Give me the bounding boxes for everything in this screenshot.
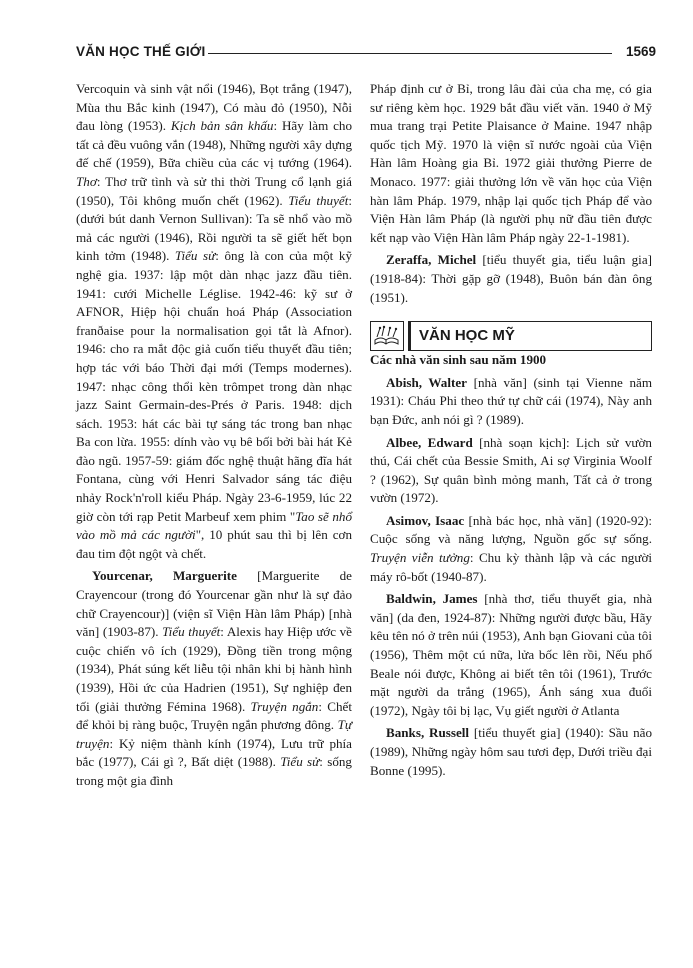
header-rule	[208, 53, 612, 54]
left-column	[76, 80, 352, 791]
entry-headword: Abish, Walter	[386, 374, 467, 390]
subsection-heading: Các nhà văn sinh sau năm 1900	[370, 352, 547, 368]
entry-abish: Abish, Walter [nhà văn] (sinh tại Vienne năm 1931): Cháu Phi theo thứ tự chữ cái (1974), Này anh bạn Đức, anh nói gì ? (1989).	[370, 374, 652, 427]
entry-headword: Baldwin, James	[386, 591, 478, 607]
running-title: VĂN HỌC THẾ GIỚI	[76, 44, 206, 59]
entry-headword: Albee, Edward	[386, 434, 473, 450]
entry-headword: Zeraffa, Michel	[386, 252, 477, 268]
entry-zeraffa: Zeraffa, Michel [tiểu thuyết gia, tiểu luận gia] (1918-84): Thời gặp gỡ (1948), Buôn bán đàn ông (1951).	[370, 252, 652, 305]
entry-headword: Banks, Russell	[386, 725, 470, 741]
book-ornament-icon	[370, 321, 404, 351]
right-column	[370, 80, 652, 780]
entry-headword: Asimov, Isaac	[386, 512, 465, 528]
entry-asimov: Asimov, Isaac [nhà bác học, nhà văn] (1920-92): Cuộc sống và năng lượng, Nguồn gốc sự sống. Truyện viễn tưởng: Chu kỳ thành lập và các người máy rô-bốt (1940-87).	[370, 512, 653, 584]
section-header	[370, 321, 652, 351]
entry-banks: Banks, Russell [tiểu thuyết gia] (1940): Sầu não (1989), Những ngày hôm sau tươi đẹp, Dưới triều đại Bonne (1995).	[370, 725, 652, 778]
yourcenar-continuation: Pháp định cư ở Bỉ, trong lâu đài của cha mẹ, có gia sư riêng kèm học. 1929 bắt đầu viết văn. 1940 ở Mỹ mua trang trại Petite Plaisance ở Maine. 1947 nhập quốc tịch Mỹ. 1970 là viện sĩ nước ngoài của Viện Hàn lâm Hoàng gia Bỉ. 1972 giải thưởng Pierre de Monaco. 1977: giải thưởng lớn về văn học của Viện hàn lâm Pháp. 1979, nhập lại quốc tịch Pháp để vào Viện Hàn lâm Pháp (là người phụ nữ đầu tiên được kết nạp vào Viện Hàn lâm Pháp ngày 22-1-1981).	[370, 81, 652, 245]
entry-baldwin: Baldwin, James [nhà thơ, tiểu thuyết gia, nhà văn] (da đen, 1924-87): Những người được bầu, Hãy kêu tên nó ở trên núi (1953), Anh bạn Giovani của tôi (1956), Thêm một cú nữa, lửa bốc lên rồi, Nếu phố Beale nói được, Không ai biết tên tôi (1961), Trước mặt người da trắng (1965), Ánh sáng xua đuổi (1972), Ngày tôi bị lạc, Vụ giết người ở Atlanta	[370, 591, 653, 718]
entry-headword: Yourcenar, Marguerite	[92, 568, 237, 584]
page-number: 1569	[625, 44, 656, 59]
page-header	[76, 44, 656, 66]
section-title: VĂN HỌC MỸ	[408, 321, 652, 351]
vian-entry-continuation: Vercoquin và sinh vật nổi (1946), Bọt trắng (1947), Mùa thu Bắc kinh (1947), Có màu đỏ (1950), Nỗi đau lòng (1953). Kịch bản sân khấu: Hãy làm cho tất cả đều vuông vắn (1948), Những người xây dựng đế chế (1959), Bữa chiều của các vị tướng (1964). Thơ: Thơ trữ tình và sử thi thời Trung cổ lạnh giá (1950), Tôi không muốn chết (1962). Tiểu thuyết: (dưới bút danh Vernon Sullivan): Ta sẽ nhổ vào mồ mả các người (1946), Rồi người ta sẽ giết hết bọn kinh tởm (1948). Tiểu sử: ông là con của một kỹ nghệ gia. 1937: lập một dàn nhạc jazz đầu tiên. 1941: cưới Michelle Léglise. 1942-46: kỹ sư ở AFNOR, Hiệp hội chuẩn hoá Pháp (Association franðaise pour la normalisation gọi tắt là Afnor). 1946: cho ra mắt độc giả cuốn tiểu thuyết đầu tiên; hợp tác với báo Thời đại mới (Temps modernes). 1947: nhạc công thổi kèn trômpet trong dàn nhạc jazz Saint Germain-des-Prés ở Paris. 1948: dịch sách. 1953: hát các bài tự sáng tác trong ban nhạc Ba con lừa. 1955: dính vào vụ bê bối bởi bài hát Kẻ đào ngũ. 1957-59: giám đốc nghệ thuật hãng đĩa hát Fontana, cùng với Henri Salvador sáng tác điệu nhảy Rock'n'roll kiểu Pháp. Ngày 23-6-1959, lúc 22 giờ còn tới rạp Petit Marbeuf xem phim "Tao sẽ nhổ vào mồ mả các người", 10 phút sau thì bị lên cơn đau tim đột ngột và chết.	[76, 81, 352, 561]
entry-albee: Albee, Edward [nhà soạn kịch]: Lịch sử vườn thú, Cái chết của Bessie Smith, Ai sợ Virginia Woolf ? (1962), Sự quân bình mỏng manh, Tất cả ở trong vườn (1972).	[370, 434, 652, 506]
entry-yourcenar: Yourcenar, Marguerite [Marguerite de Crayencour (trong đó Yourcenar gần như là sự đảo chữ Crayencour)] (viện sĩ Viện Hàn lâm Pháp) [nhà văn] (1903-87). Tiểu thuyết: Alexis hay Hiệp ước về cuộc chiến vô ích (1929), Đồng tiền trong mộng (1934), Phát súng kết liễu tội nhân khi bị hành hình (1939), Hồi ức của Hadrien (1951), Sự nghiệp đen tối (giải thưởng Fémina 1968). Truyện ngắn: Chết để khỏi bị ràng buộc, Truyện ngắn phương đông. Tự truyện: Kỷ niệm thành kính (1974), Lưu trữ phía bắc (1977), Cái gì ?, Bất diệt (1988). Tiểu sử: sống trong một gia đình	[76, 568, 352, 788]
